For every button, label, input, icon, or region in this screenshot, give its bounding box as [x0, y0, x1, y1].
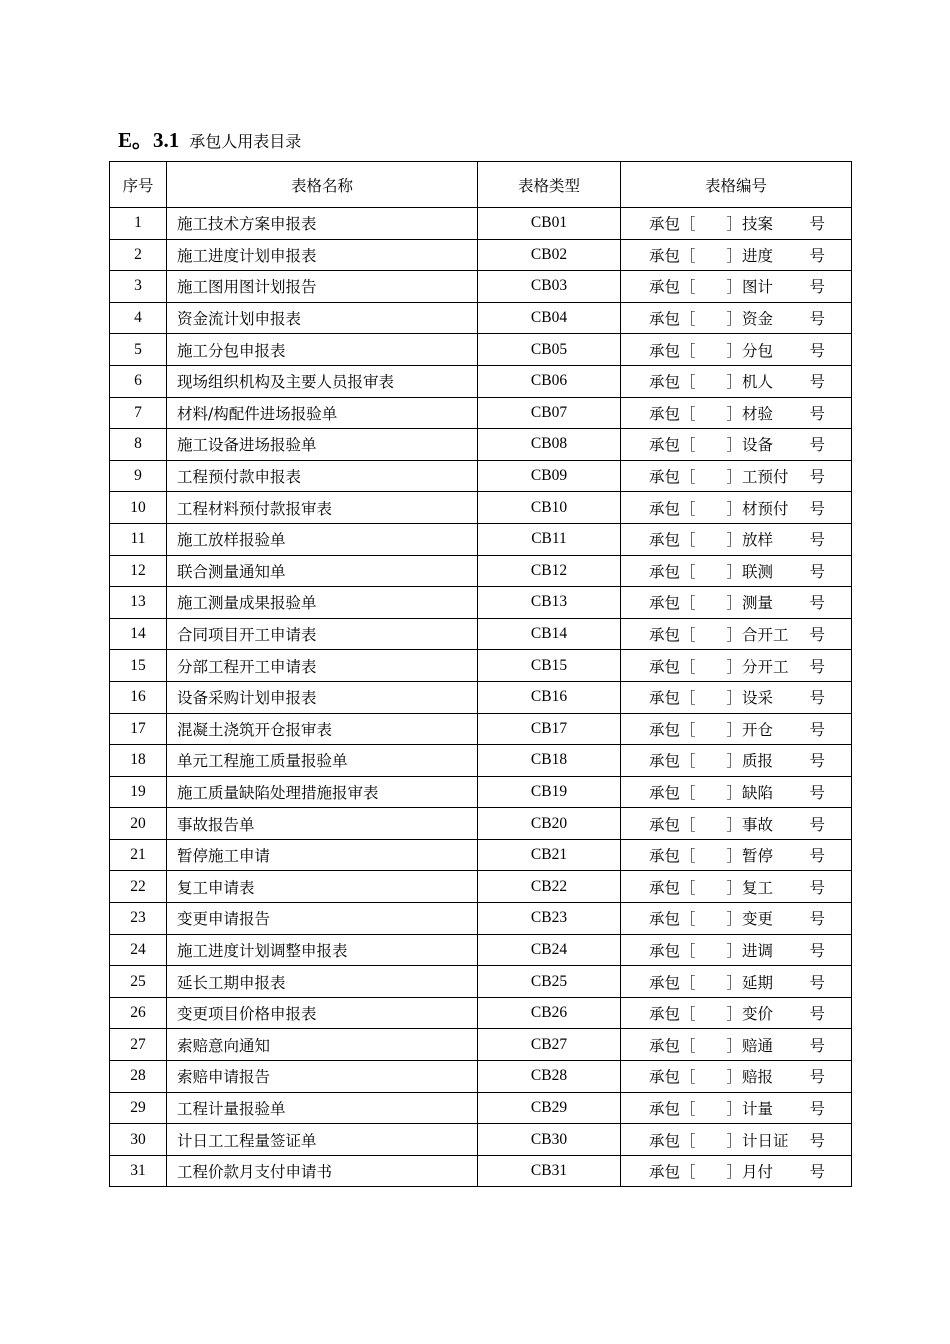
row-form-type: CB23: [478, 903, 621, 935]
row-form-type: CB19: [478, 776, 621, 808]
header-seq: 序号: [110, 162, 167, 208]
table-row: [110, 808, 852, 840]
code-prefix: 承包［ ］分开工: [649, 657, 789, 676]
code-suffix: 号: [809, 752, 825, 771]
code-prefix: 承包［ ］放样: [649, 531, 774, 550]
row-form-name: 工程预付款申报表: [167, 460, 478, 492]
code-prefix: 承包［ ］技案: [649, 215, 774, 234]
code-prefix: 承包［ ］赔通: [649, 1036, 774, 1055]
header-code: 表格编号: [621, 162, 852, 208]
code-prefix: 承包［ ］暂停: [649, 847, 774, 866]
row-form-type: CB01: [478, 208, 621, 240]
code-suffix: 号: [809, 310, 825, 329]
row-form-name: 单元工程施工质量报验单: [167, 745, 478, 777]
row-seq: 15: [110, 650, 167, 682]
code-prefix: 承包［ ］事故: [649, 815, 774, 834]
row-form-type: CB13: [478, 587, 621, 619]
code-suffix: 号: [809, 941, 825, 960]
code-prefix: 承包［ ］进度: [649, 246, 774, 265]
row-seq: 20: [110, 808, 167, 840]
row-seq: 22: [110, 871, 167, 903]
row-form-type: CB02: [478, 239, 621, 271]
code-prefix: 承包［ ］分包: [649, 341, 774, 360]
row-form-name: 计日工工程量签证单: [167, 1124, 478, 1156]
code-suffix: 号: [809, 1005, 825, 1024]
row-form-type: CB16: [478, 681, 621, 713]
row-seq: 16: [110, 681, 167, 713]
table-row: [110, 713, 852, 745]
row-form-code: [621, 997, 852, 1029]
table-row: [110, 1061, 852, 1093]
table-row: [110, 1092, 852, 1124]
table-row: [110, 239, 852, 271]
row-form-type: CB12: [478, 555, 621, 587]
header-name: 表格名称: [167, 162, 478, 208]
table-row: [110, 587, 852, 619]
row-form-code: [621, 1061, 852, 1093]
row-form-name: 暂停施工申请: [167, 839, 478, 871]
code-suffix: 号: [809, 847, 825, 866]
row-form-type: CB05: [478, 334, 621, 366]
row-form-name: 索赔意向通知: [167, 1029, 478, 1061]
row-form-code: [621, 1155, 852, 1187]
row-form-code: [621, 429, 852, 461]
code-prefix: 承包［ ］设采: [649, 689, 774, 708]
table-row: [110, 208, 852, 240]
row-form-name: 延长工期申报表: [167, 966, 478, 998]
code-suffix: 号: [809, 373, 825, 392]
row-form-type: CB06: [478, 365, 621, 397]
table-row: [110, 745, 852, 777]
row-form-type: CB27: [478, 1029, 621, 1061]
table-body: [110, 208, 852, 1187]
row-seq: 4: [110, 302, 167, 334]
table-row: [110, 302, 852, 334]
code-prefix: 承包［ ］赔报: [649, 1068, 774, 1087]
row-form-type: CB21: [478, 839, 621, 871]
row-form-name: 合同项目开工申请表: [167, 618, 478, 650]
row-form-type: CB18: [478, 745, 621, 777]
table-row: [110, 397, 852, 429]
code-suffix: 号: [809, 657, 825, 676]
row-seq: 3: [110, 271, 167, 303]
code-suffix: 号: [809, 910, 825, 929]
row-form-code: [621, 776, 852, 808]
table-row: [110, 271, 852, 303]
row-form-type: CB31: [478, 1155, 621, 1187]
row-form-type: CB15: [478, 650, 621, 682]
code-suffix: 号: [809, 1068, 825, 1087]
table-row: [110, 776, 852, 808]
row-form-code: [621, 460, 852, 492]
table-row: [110, 871, 852, 903]
table-row: [110, 681, 852, 713]
row-form-type: CB07: [478, 397, 621, 429]
row-seq: 1: [110, 208, 167, 240]
row-seq: 2: [110, 239, 167, 271]
code-prefix: 承包［ ］资金: [649, 310, 774, 329]
code-suffix: 号: [809, 878, 825, 897]
row-form-code: [621, 1029, 852, 1061]
row-seq: 25: [110, 966, 167, 998]
table-row: [110, 1029, 852, 1061]
row-seq: 24: [110, 934, 167, 966]
code-suffix: 号: [809, 1036, 825, 1055]
row-seq: 31: [110, 1155, 167, 1187]
code-suffix: 号: [809, 436, 825, 455]
header-type: 表格类型: [478, 162, 621, 208]
row-form-name: 联合测量通知单: [167, 555, 478, 587]
row-seq: 10: [110, 492, 167, 524]
code-suffix: 号: [809, 720, 825, 739]
table-row: [110, 460, 852, 492]
code-suffix: 号: [809, 815, 825, 834]
section-title: 承包人用表目录: [189, 132, 302, 151]
section-number: E。3.1: [118, 128, 180, 152]
row-form-code: [621, 966, 852, 998]
table-row: [110, 334, 852, 366]
table-row: [110, 839, 852, 871]
row-form-name: 变更项目价格申报表: [167, 997, 478, 1029]
row-form-type: CB17: [478, 713, 621, 745]
row-seq: 8: [110, 429, 167, 461]
row-seq: 11: [110, 523, 167, 555]
code-suffix: 号: [809, 499, 825, 518]
code-prefix: 承包［ ］变价: [649, 1005, 774, 1024]
row-seq: 27: [110, 1029, 167, 1061]
row-form-name: 施工进度计划申报表: [167, 239, 478, 271]
row-form-code: [621, 523, 852, 555]
row-form-code: [621, 302, 852, 334]
row-form-code: [621, 681, 852, 713]
row-form-name: 变更申请报告: [167, 903, 478, 935]
row-form-code: [621, 555, 852, 587]
code-prefix: 承包［ ］测量: [649, 594, 774, 613]
row-seq: 23: [110, 903, 167, 935]
row-form-name: 事故报告单: [167, 808, 478, 840]
row-form-type: CB10: [478, 492, 621, 524]
row-form-name: 施工放样报验单: [167, 523, 478, 555]
row-form-name: 分部工程开工申请表: [167, 650, 478, 682]
row-form-type: CB09: [478, 460, 621, 492]
code-suffix: 号: [809, 246, 825, 265]
row-form-name: 施工设备进场报验单: [167, 429, 478, 461]
row-seq: 7: [110, 397, 167, 429]
row-form-code: [621, 239, 852, 271]
table-row: [110, 1155, 852, 1187]
row-form-type: CB24: [478, 934, 621, 966]
code-suffix: 号: [809, 341, 825, 360]
row-form-code: [621, 334, 852, 366]
row-form-type: CB14: [478, 618, 621, 650]
row-form-type: CB04: [478, 302, 621, 334]
row-form-code: [621, 587, 852, 619]
code-suffix: 号: [809, 594, 825, 613]
row-form-name: 现场组织机构及主要人员报审表: [167, 365, 478, 397]
code-prefix: 承包［ ］合开工: [649, 626, 789, 645]
row-form-name: 复工申请表: [167, 871, 478, 903]
row-seq: 5: [110, 334, 167, 366]
code-suffix: 号: [809, 973, 825, 992]
row-seq: 17: [110, 713, 167, 745]
table-row: [110, 523, 852, 555]
table-row: [110, 492, 852, 524]
code-suffix: 号: [809, 468, 825, 487]
row-form-code: [621, 208, 852, 240]
code-prefix: 承包［ ］质报: [649, 752, 774, 771]
row-form-type: CB22: [478, 871, 621, 903]
table-row: [110, 618, 852, 650]
table-row: [110, 966, 852, 998]
row-form-code: [621, 1092, 852, 1124]
table-row: [110, 903, 852, 935]
row-form-code: [621, 365, 852, 397]
table-row: [110, 934, 852, 966]
row-seq: 28: [110, 1061, 167, 1093]
row-form-type: CB08: [478, 429, 621, 461]
row-seq: 29: [110, 1092, 167, 1124]
row-seq: 26: [110, 997, 167, 1029]
row-form-name: 设备采购计划申报表: [167, 681, 478, 713]
code-prefix: 承包［ ］计量: [649, 1099, 774, 1118]
code-suffix: 号: [809, 783, 825, 802]
code-suffix: 号: [809, 689, 825, 708]
code-suffix: 号: [809, 531, 825, 550]
row-form-name: 施工分包申报表: [167, 334, 478, 366]
row-form-name: 材料/构配件进场报验单: [167, 397, 478, 429]
row-form-code: [621, 871, 852, 903]
code-prefix: 承包［ ］缺陷: [649, 783, 774, 802]
row-form-type: CB11: [478, 523, 621, 555]
row-form-type: CB26: [478, 997, 621, 1029]
code-suffix: 号: [809, 1131, 825, 1150]
row-form-code: [621, 745, 852, 777]
row-form-type: CB29: [478, 1092, 621, 1124]
row-seq: 19: [110, 776, 167, 808]
row-seq: 30: [110, 1124, 167, 1156]
row-form-type: CB30: [478, 1124, 621, 1156]
table-header-row: [110, 162, 852, 208]
code-prefix: 承包［ ］变更: [649, 910, 774, 929]
row-form-name: 资金流计划申报表: [167, 302, 478, 334]
code-suffix: 号: [809, 278, 825, 297]
row-form-name: 施工进度计划调整申报表: [167, 934, 478, 966]
row-form-code: [621, 903, 852, 935]
row-form-code: [621, 808, 852, 840]
row-form-name: 施工技术方案申报表: [167, 208, 478, 240]
row-seq: 18: [110, 745, 167, 777]
row-form-name: 施工测量成果报验单: [167, 587, 478, 619]
table-row: [110, 429, 852, 461]
code-prefix: 承包［ ］复工: [649, 878, 774, 897]
code-suffix: 号: [809, 215, 825, 234]
row-seq: 13: [110, 587, 167, 619]
row-seq: 9: [110, 460, 167, 492]
row-form-code: [621, 618, 852, 650]
code-suffix: 号: [809, 404, 825, 423]
code-prefix: 承包［ ］机人: [649, 373, 774, 392]
table-row: [110, 650, 852, 682]
row-form-code: [621, 839, 852, 871]
row-form-code: [621, 934, 852, 966]
section-heading: [118, 124, 301, 152]
table-row: [110, 365, 852, 397]
form-catalog-table: [109, 161, 852, 1187]
row-form-name: 混凝土浇筑开仓报审表: [167, 713, 478, 745]
row-form-type: CB20: [478, 808, 621, 840]
row-form-name: 工程计量报验单: [167, 1092, 478, 1124]
code-prefix: 承包［ ］工预付: [649, 468, 789, 487]
row-seq: 21: [110, 839, 167, 871]
code-prefix: 承包［ ］设备: [649, 436, 774, 455]
table-row: [110, 555, 852, 587]
code-suffix: 号: [809, 626, 825, 645]
row-seq: 12: [110, 555, 167, 587]
row-form-type: CB03: [478, 271, 621, 303]
table-row: [110, 997, 852, 1029]
row-form-code: [621, 650, 852, 682]
code-suffix: 号: [809, 1163, 825, 1182]
row-form-code: [621, 1124, 852, 1156]
row-form-name: 施工质量缺陷处理措施报审表: [167, 776, 478, 808]
table-row: [110, 1124, 852, 1156]
row-form-type: CB28: [478, 1061, 621, 1093]
row-form-name: 施工图用图计划报告: [167, 271, 478, 303]
row-form-code: [621, 271, 852, 303]
row-form-code: [621, 713, 852, 745]
code-prefix: 承包［ ］图计: [649, 278, 774, 297]
row-form-name: 索赔申请报告: [167, 1061, 478, 1093]
code-prefix: 承包［ ］延期: [649, 973, 774, 992]
code-prefix: 承包［ ］计日证: [649, 1131, 789, 1150]
code-prefix: 承包［ ］联测: [649, 562, 774, 581]
row-form-type: CB25: [478, 966, 621, 998]
code-prefix: 承包［ ］月付: [649, 1163, 774, 1182]
row-form-code: [621, 397, 852, 429]
row-form-name: 工程价款月支付申请书: [167, 1155, 478, 1187]
code-prefix: 承包［ ］进调: [649, 941, 774, 960]
row-seq: 14: [110, 618, 167, 650]
row-form-code: [621, 492, 852, 524]
row-seq: 6: [110, 365, 167, 397]
code-prefix: 承包［ ］材验: [649, 404, 774, 423]
row-form-name: 工程材料预付款报审表: [167, 492, 478, 524]
code-prefix: 承包［ ］开仓: [649, 720, 774, 739]
code-prefix: 承包［ ］材预付: [649, 499, 789, 518]
code-suffix: 号: [809, 1099, 825, 1118]
code-suffix: 号: [809, 562, 825, 581]
